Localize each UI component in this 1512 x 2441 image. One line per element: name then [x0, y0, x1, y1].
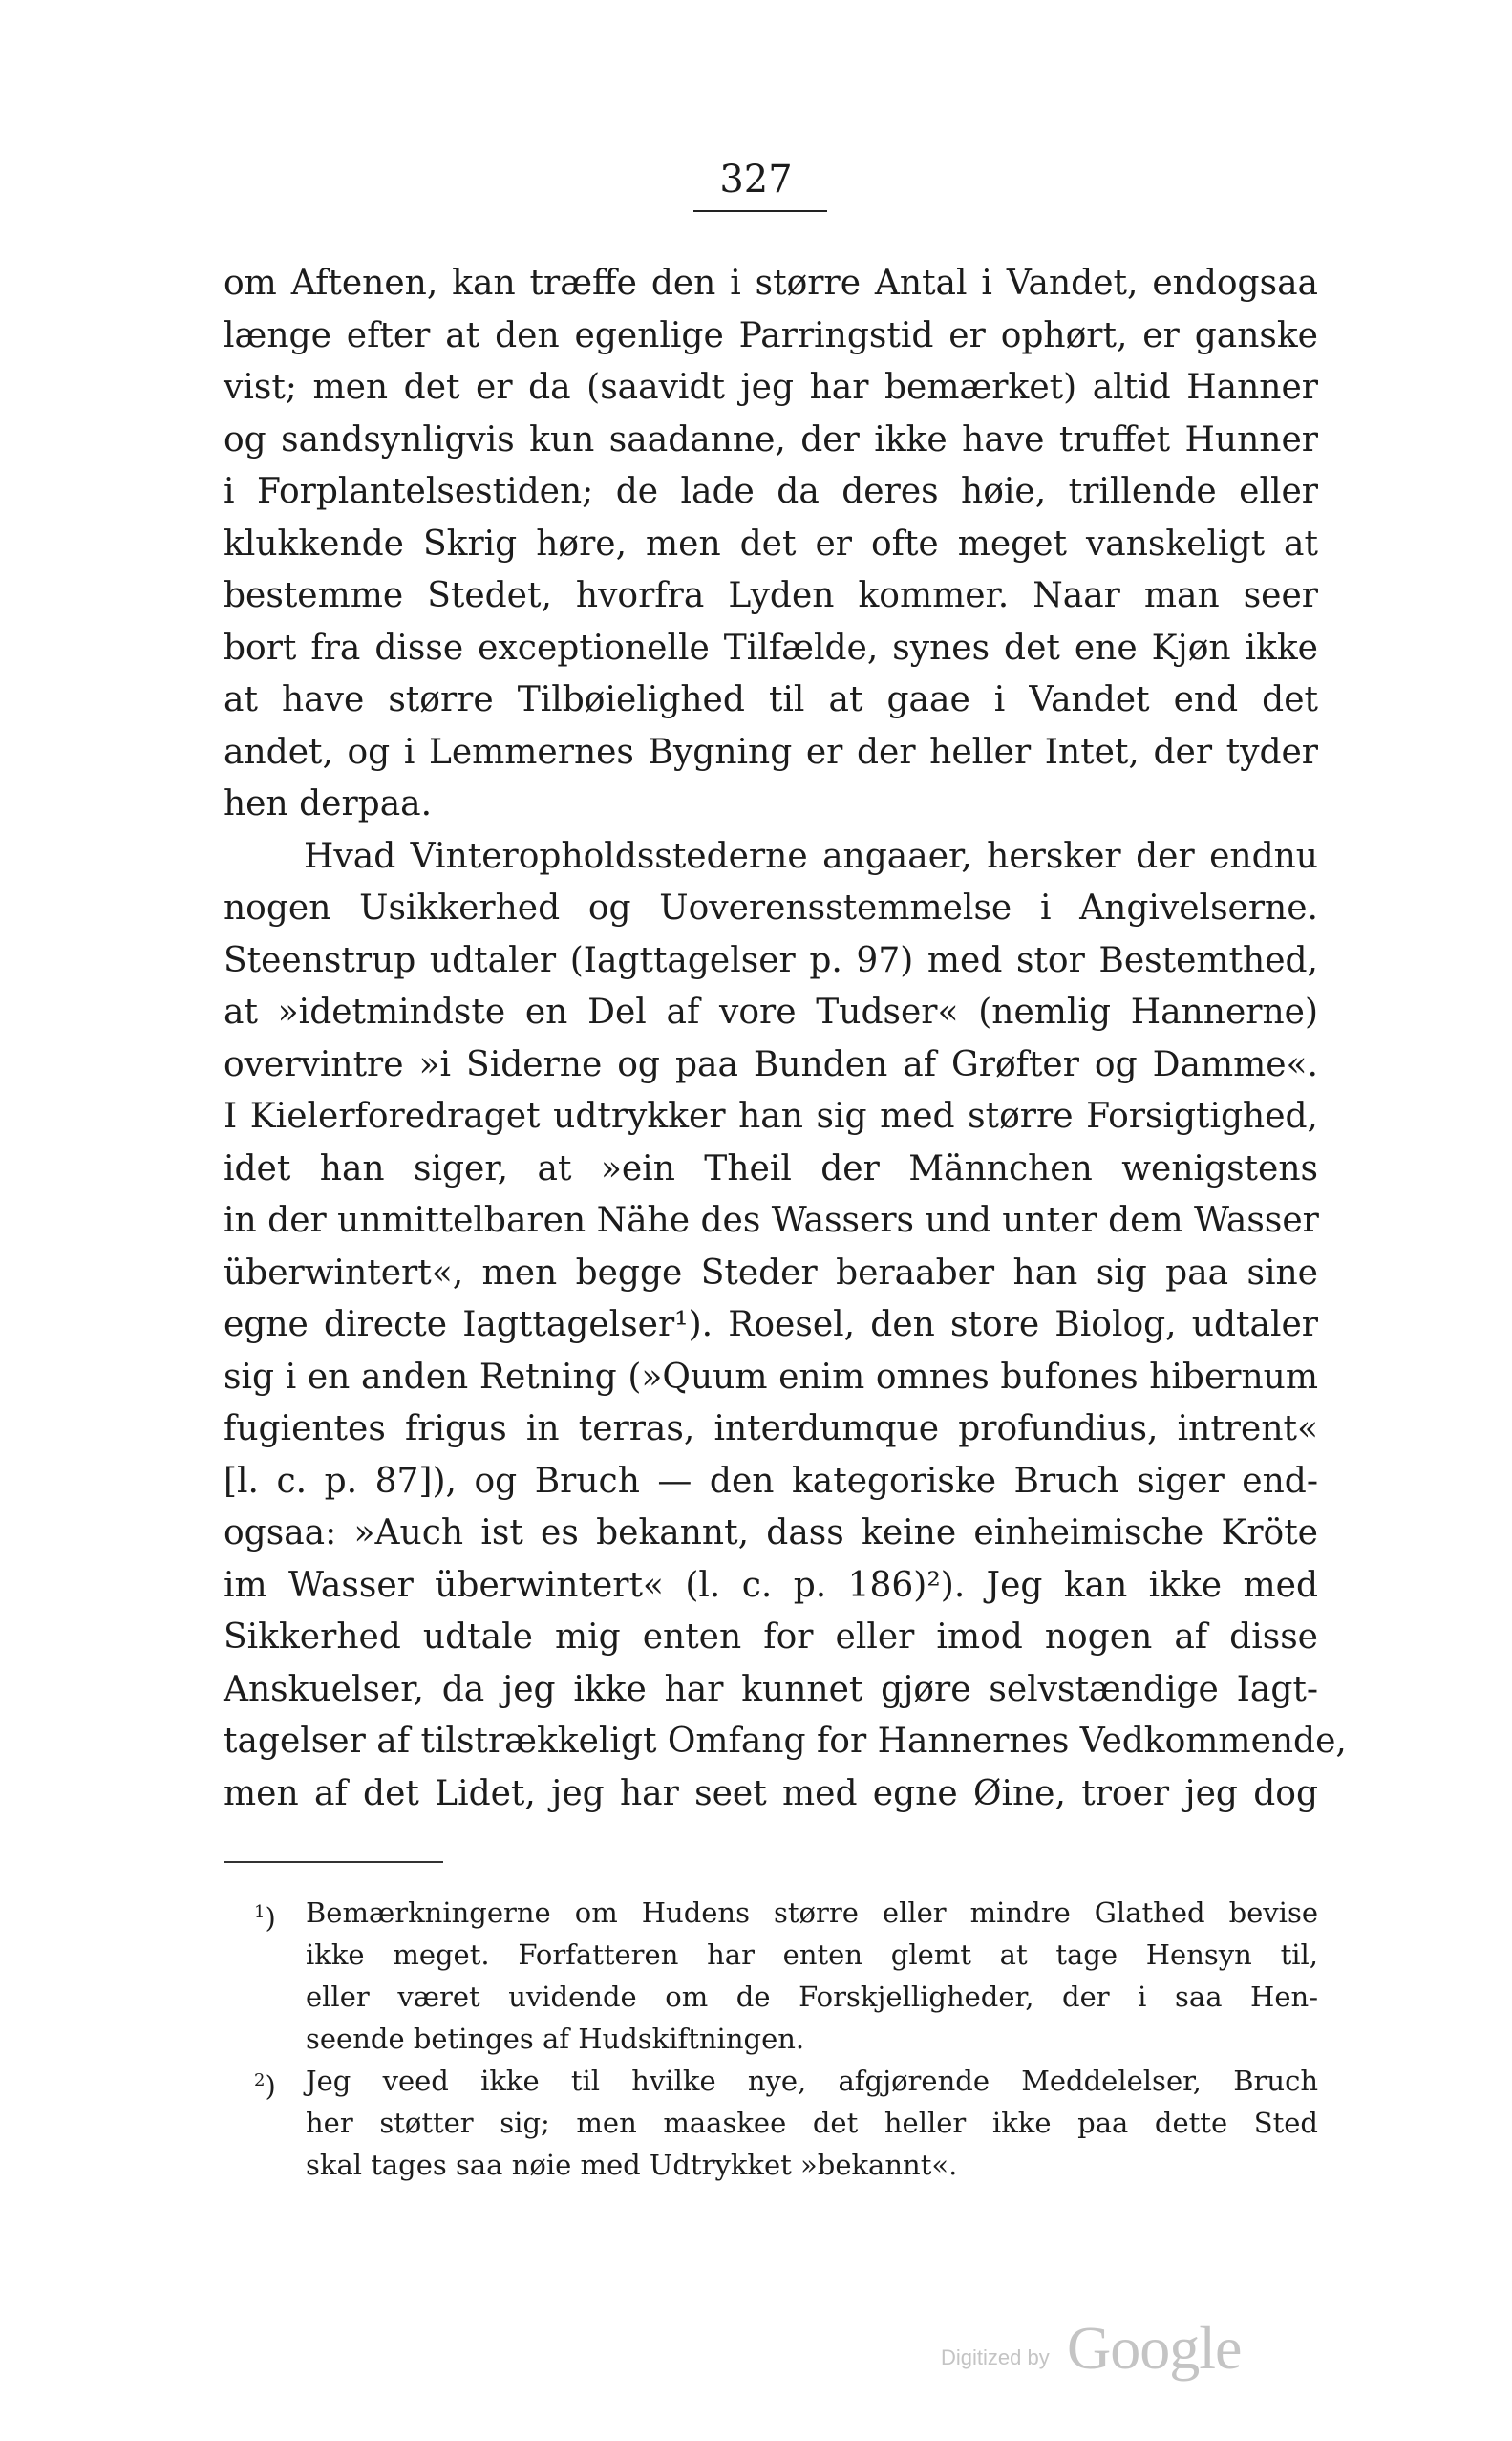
- body-line: in der unmittelbaren Nähe des Wassers und unter dem Wasser: [224, 1201, 1319, 1240]
- body-line: hen derpaa.: [224, 784, 433, 824]
- body-line: men af det Lidet, jeg har seet med egne Øine, troer jeg dog: [224, 1773, 1318, 1813]
- body-line: Hvad Vinteropholdsstederne angaaer, hersker der endnu: [304, 836, 1318, 876]
- body-line: Steenstrup udtaler (Iagttagelser p. 97) med stor Bestemthed,: [224, 940, 1318, 980]
- body-line: überwintert«, men begge Steder beraaber han sig paa sine: [224, 1253, 1318, 1293]
- body-text: [224, 258, 1347, 1820]
- footnote-2-line: [254, 2060, 1318, 2102]
- body-line: im Wasser überwintert« (l. c. p. 186)²). Jeg kan ikke med: [224, 1565, 1318, 1605]
- footnote-2-marker: $^2$): [254, 2069, 276, 2103]
- body-line: idet han siger, at »ein Theil der Männchen wenigstens: [224, 1148, 1318, 1188]
- body-line: ogsaa: »Auch ist es bekannt, dass keine einheimische Kröte: [224, 1513, 1318, 1552]
- body-line: at have større Tilbøielighed til at gaae i Vandet end det: [224, 680, 1318, 719]
- body-line: at »idetmindste en Del af vore Tudser« (nemlig Hannerne): [224, 993, 1318, 1032]
- body-line: sig i en anden Retning (»Quum enim omnes bufones hibernum: [224, 1357, 1318, 1397]
- body-line: I Kielerforedraget udtrykker han sig med større Forsigtighed,: [224, 1097, 1318, 1136]
- body-line: nogen Usikkerhed og Uoverensstemmelse i Angivelserne.: [224, 889, 1318, 928]
- watermark-small-text: Digitized by: [941, 2345, 1050, 2369]
- body-line: og sandsynligvis kun saadanne, der ikke have truffet Hunner: [224, 419, 1318, 460]
- body-line: egne directe Iagttagelser¹). Roesel, den store Biolog, udtaler: [224, 1305, 1318, 1344]
- body-line: bestemme Stedet, hvorfra Lyden kommer. Naar man seer: [224, 576, 1318, 615]
- footnote-1-marker: $^1$): [254, 1901, 276, 1935]
- watermark-logo-text: Google: [1067, 2314, 1242, 2382]
- body-line: Anskuelser, da jeg ikke har kunnet gjøre selvstændige Iagt-: [224, 1669, 1318, 1709]
- body-line: fugientes frigus in terras, interdumque profundius, intrent«: [224, 1409, 1318, 1448]
- body-line: vist; men det er da (saavidt jeg har bemærket) altid Hanner: [224, 368, 1318, 407]
- body-line: klukkende Skrig høre, men det er ofte meget vanskeligt at: [224, 524, 1318, 564]
- body-line: overvintre »i Siderne og paa Bunden af Grøfter og Damme«.: [224, 1044, 1318, 1084]
- footnote-rule: [224, 1861, 443, 1863]
- body-line: i Forplantelsestiden; de lade da deres høie, trillende eller: [224, 472, 1318, 511]
- body-line: andet, og i Lemmernes Bygning er der heller Intet, der tyder: [224, 732, 1318, 772]
- digitized-watermark: [941, 2307, 1304, 2384]
- page-number: 327: [719, 158, 793, 202]
- footnote-1-line: [254, 1892, 1318, 1934]
- footnote-2-line: skal tages saa nøie med Udtrykket »bekannt«.: [306, 2149, 958, 2181]
- body-line: om Aftenen, kan træffe den i større Antal i Vandet, endogsaa: [224, 264, 1318, 303]
- footnote-2-line: her støtter sig; men maaskee det heller ikke paa dette Sted: [306, 2107, 1318, 2139]
- footnote-1-line: ikke meget. Forfatteren har enten glemt at tage Hensyn til,: [306, 1938, 1318, 1971]
- footnote-1-line: eller været uvidende om de Forskjelligheder, der i saa Hen-: [306, 1981, 1318, 2013]
- footnote-2-text: Jeg veed ikke til hvilke nye, afgjørende Meddelelser, Bruch: [306, 2065, 1318, 2097]
- page-number-rule: [693, 210, 827, 212]
- body-line: tagelser af tilstrækkeligt Omfang for Hannernes Vedkommende,: [224, 1722, 1347, 1761]
- footnote-1-line: seende betinges af Hudskiftningen.: [306, 2023, 805, 2055]
- body-line: bort fra disse exceptionelle Tilfælde, synes det ene Kjøn ikke: [224, 628, 1318, 668]
- body-line: længe efter at den egenlige Parringstid er ophørt, er ganske: [224, 315, 1318, 355]
- footnotes: [254, 1892, 1318, 2186]
- body-line: Sikkerhed udtale mig enten for eller imod nogen af disse: [224, 1617, 1318, 1657]
- footnote-1-text: Bemærkningerne om Hudens større eller mindre Glathed bevise: [306, 1896, 1318, 1929]
- body-line: [l. c. p. 87]), og Bruch — den kategoriske Bruch siger end-: [224, 1461, 1318, 1501]
